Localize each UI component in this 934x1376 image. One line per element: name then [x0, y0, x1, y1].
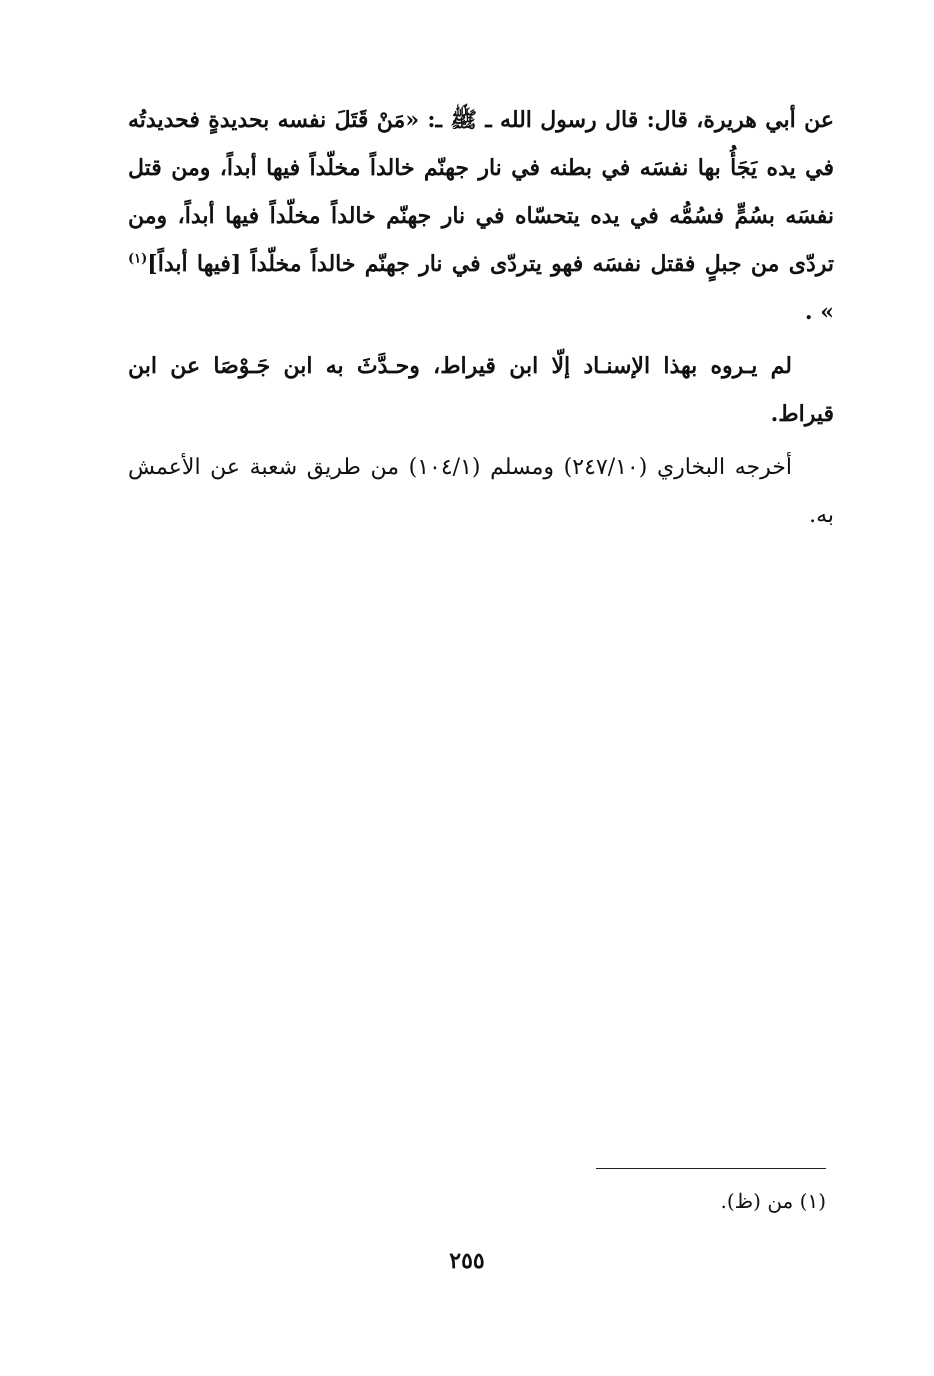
page-body: [128, 96, 834, 540]
footnote-marker[interactable]: (١): [128, 251, 148, 267]
comment-paragraph: لم يـروه بهذا الإسنـاد إلّا ابن قيراط، وحـدَّثَ به ابن جَـوْصَا عن ابن قيراط.: [128, 353, 834, 427]
hadith-paragraph: [128, 96, 834, 336]
hadith-text: عن أبي هريرة، قال: قال رسول الله ـ ﷺ ـ: «مَنْ قَتَلَ نفسه بحديدةٍ فحديدتُه في يده يَجَأُ بها نفسَه في بطنه في نار جهنّم خالداً مخلّداً فيها أبداً، ومن قتل نفسَه بسُمٍّ فسُمُّه في يده يتحسّاه في نار جهنّم خالداً مخلّداً فيها أبداً، ومن تردّى من جبلٍ فقتل نفسَه فهو يتردّى في نار جهنّم خالداً مخلّداً [فيها أبداً]: [128, 107, 834, 277]
page-number: ٢٥٥: [449, 1248, 485, 1274]
footnote-divider: [596, 1168, 826, 1169]
hadith-closing: » .: [804, 299, 834, 325]
footnote: (١) من (ظ).: [720, 1189, 826, 1213]
takhrij-paragraph: أخرجه البخاري (٢٤٧/١٠) ومسلم (١٠٤/١) من طريق شعبة عن الأعمش به.: [128, 455, 834, 528]
